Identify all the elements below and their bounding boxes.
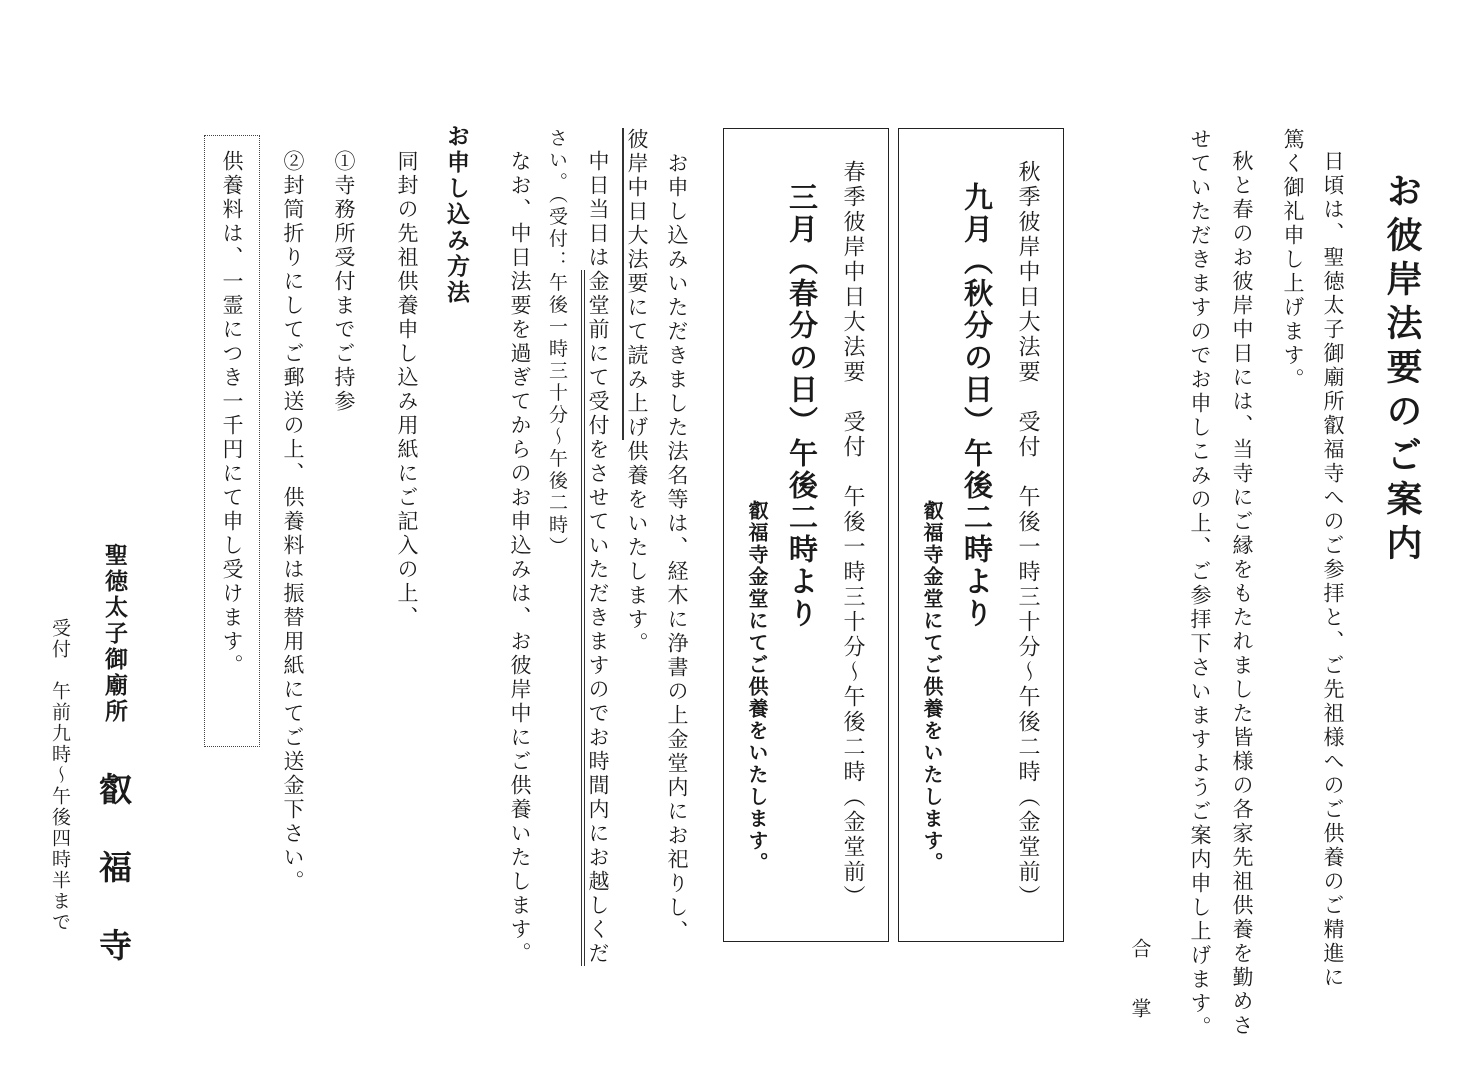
application-line-1: 同封の先祖供養申し込み用紙にご記入の上、 — [395, 150, 419, 630]
page-title: お彼岸法要のご案内 — [1381, 172, 1423, 568]
intro-line-3: 秋と春のお彼岸中日には、当寺にご縁をもたれました皆様の各家先祖供養を勤めさ — [1230, 150, 1254, 1038]
application-item-2: ②封筒折りにしてご郵送の上、供養料は振替用紙にてご送金下さい。 — [281, 150, 305, 894]
autumn-note: 叡福寺金堂にてご供養をいたします。 — [920, 500, 944, 874]
intro-line-2: 篤く御礼申し上げます。 — [1281, 128, 1305, 392]
notes-line-3: 中日当日は金堂前にて受付をさせていただきますのでお時間内にお越しくだ — [587, 150, 608, 966]
footer-temple: 叡 福 寺 — [94, 772, 133, 967]
notes-line-4: さい。（受付：午後一時三十分〜午後二時） — [546, 128, 568, 559]
intro-line-4: せていただきますのでお申しこみの上、ご参拝下さいますようご案内申し上げます。 — [1188, 128, 1212, 1040]
notes-line-3-underlined: 金堂前にて受付をさせていただきますのでお時間内にお越しくだ — [581, 270, 610, 966]
spring-schedule: 春季彼岸中日大法要 受付 午後一時三十分〜午後二時（金堂前） — [840, 160, 865, 910]
footer-hours: 受付 午前九時〜午後四時半まで — [49, 618, 71, 933]
spring-note: 叡福寺金堂にてご供養をいたします。 — [745, 500, 769, 874]
intro-line-1: 日頃は、聖徳太子御廟所叡福寺へのご参拝と、ご先祖様へのご供養のご精進に — [1321, 150, 1345, 990]
notes-line-2: 彼岸中日大法要にて読み上げ供養をいたします。 — [626, 128, 647, 656]
autumn-date: 九月（秋分の日）午後二時より — [960, 182, 994, 630]
autumn-schedule: 秋季彼岸中日大法要 受付 午後一時三十分〜午後二時（金堂前） — [1015, 160, 1040, 910]
application-heading: お申し込み方法 — [443, 124, 470, 306]
notes-line-2-underlined: 彼岸中日大法要にて読み上げ — [622, 128, 649, 440]
notes-line-5: なお、中日法要を過ぎてからのお申込みは、お彼岸中にご供養いたします。 — [508, 150, 532, 966]
footer-org: 聖徳太子御廟所 — [101, 543, 128, 725]
spring-date: 三月（春分の日）午後二時より — [785, 182, 819, 630]
fee-text: 供養料は、一霊につき一千円にて申し受けます。 — [220, 150, 244, 678]
application-item-1: ①寺務所受付までご持参 — [332, 150, 356, 414]
gassho: 合 掌 — [1128, 938, 1152, 1028]
notes-line-1: お申し込みいただきました法名等は、経木に浄書の上金堂内にお祀りし、 — [665, 152, 689, 944]
